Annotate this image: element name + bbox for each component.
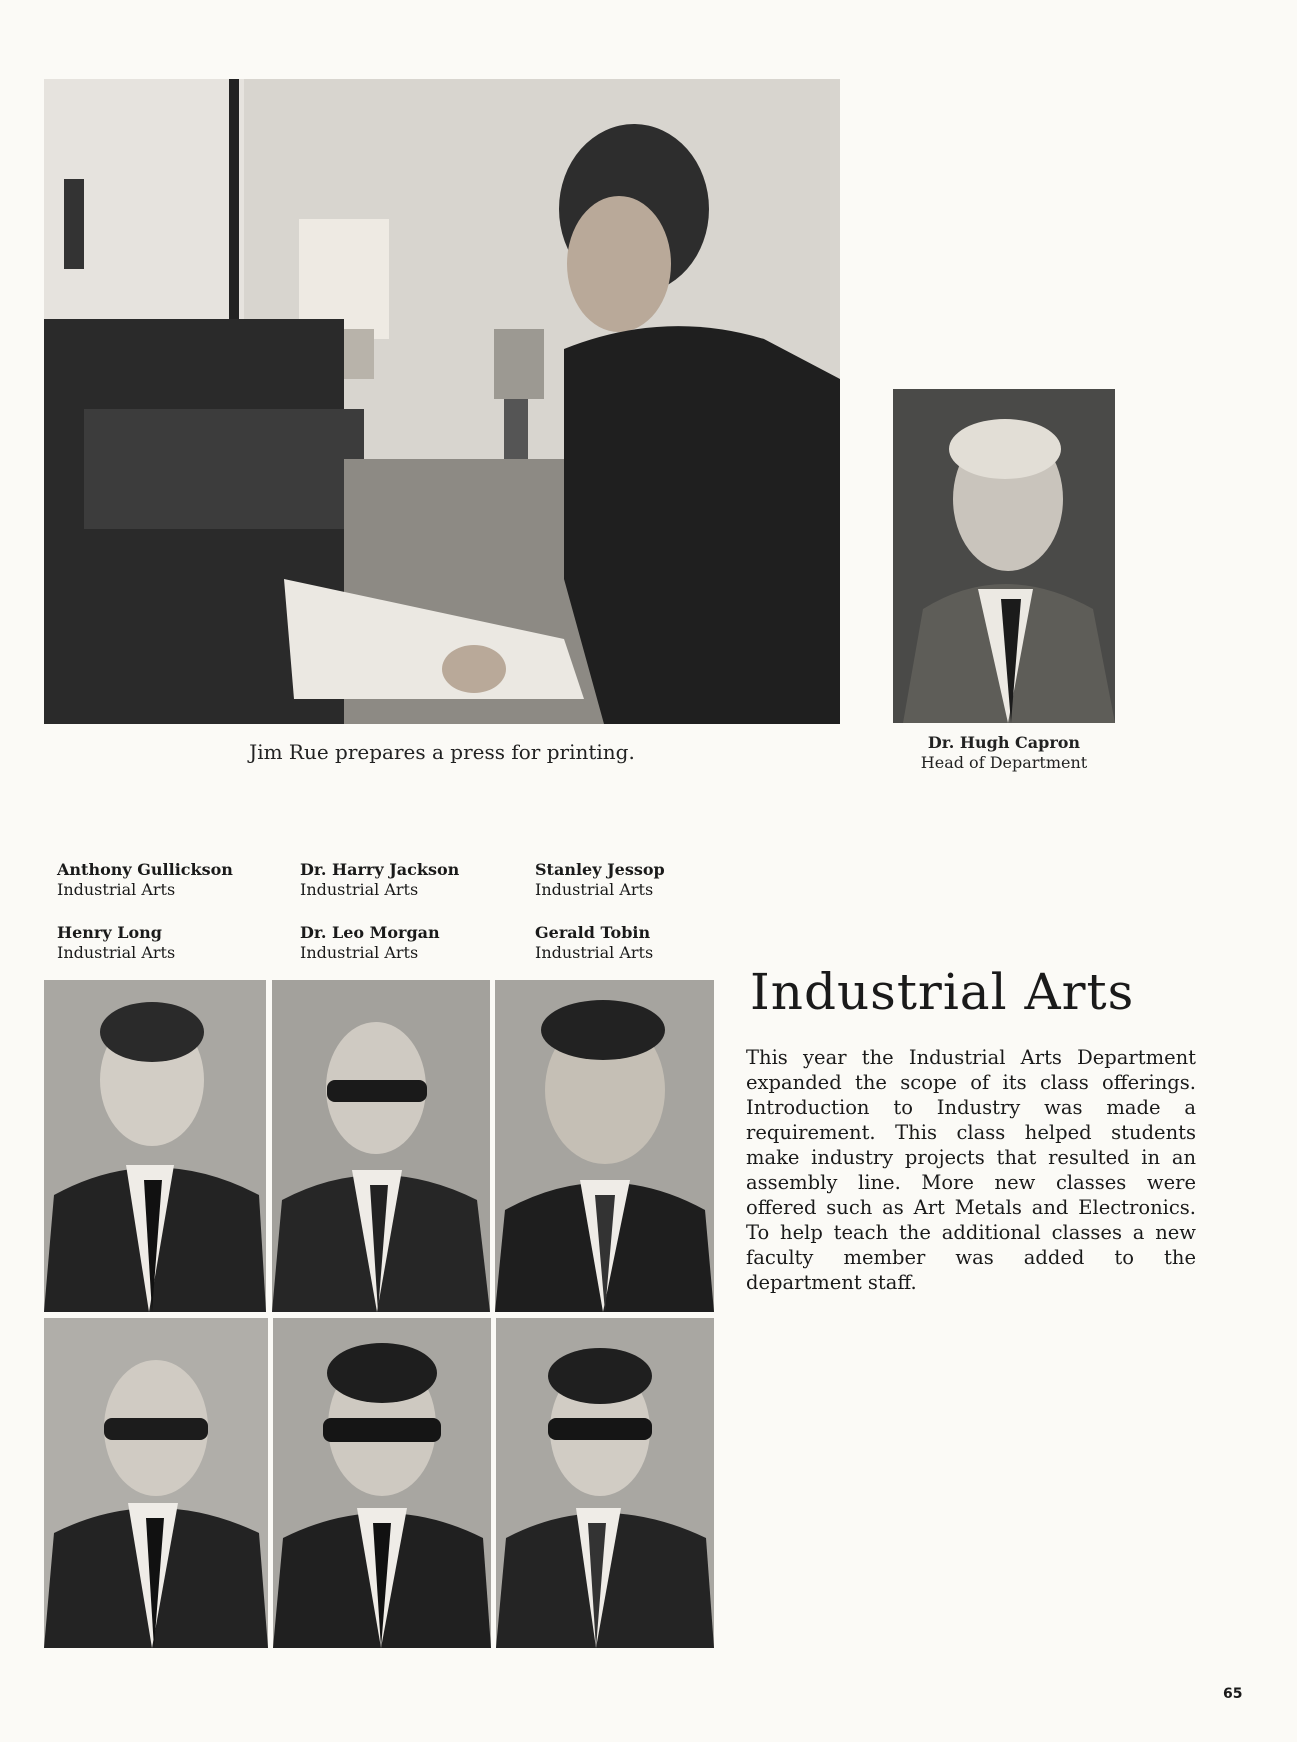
faculty-title: Industrial Arts [535,943,654,962]
head-title: Head of Department [920,753,1088,772]
faculty-label-1 [57,860,233,900]
faculty-name: Dr. Leo Morgan [300,923,440,942]
faculty-name: Stanley Jessop [535,860,665,879]
head-portrait [893,389,1115,723]
portrait-jessop [495,980,714,1312]
portrait-long [44,1318,268,1648]
faculty-title: Industrial Arts [57,880,176,899]
portrait-jackson [272,980,490,1312]
faculty-title: Industrial Arts [57,943,176,962]
head-name: Dr. Hugh Capron [927,733,1081,752]
faculty-title: Industrial Arts [535,880,654,899]
faculty-name: Anthony Gullickson [57,860,233,879]
main-photo-press [44,79,840,724]
head-caption [893,733,1115,773]
portrait-morgan [273,1318,491,1648]
faculty-name: Henry Long [57,923,162,942]
portrait-gullickson [44,980,266,1312]
faculty-name: Dr. Harry Jackson [300,860,460,879]
page-number: 65 [1223,1686,1243,1702]
faculty-label-5 [300,923,440,963]
faculty-name: Gerald Tobin [535,923,651,942]
article-body: This year the Industrial Arts Department expanded the scope of its class offerings. Introduction to Industry was made a requirement. This class helped students make industry projects that resulted in an assembly line. More new classes were offered such as Art Metals and Electronics. To help teach the additional classes a new faculty member was added to the department staff. [746,1046,1196,1294]
faculty-title: Industrial Arts [300,880,419,899]
faculty-title: Industrial Arts [300,943,419,962]
article-title: Industrial Arts [750,963,1135,1021]
faculty-label-6 [535,923,653,963]
faculty-label-2 [300,860,459,900]
faculty-label-3 [535,860,665,900]
main-photo-caption: Jim Rue prepares a press for printing. [249,740,635,764]
portrait-tobin [496,1318,714,1648]
faculty-label-4 [57,923,175,963]
